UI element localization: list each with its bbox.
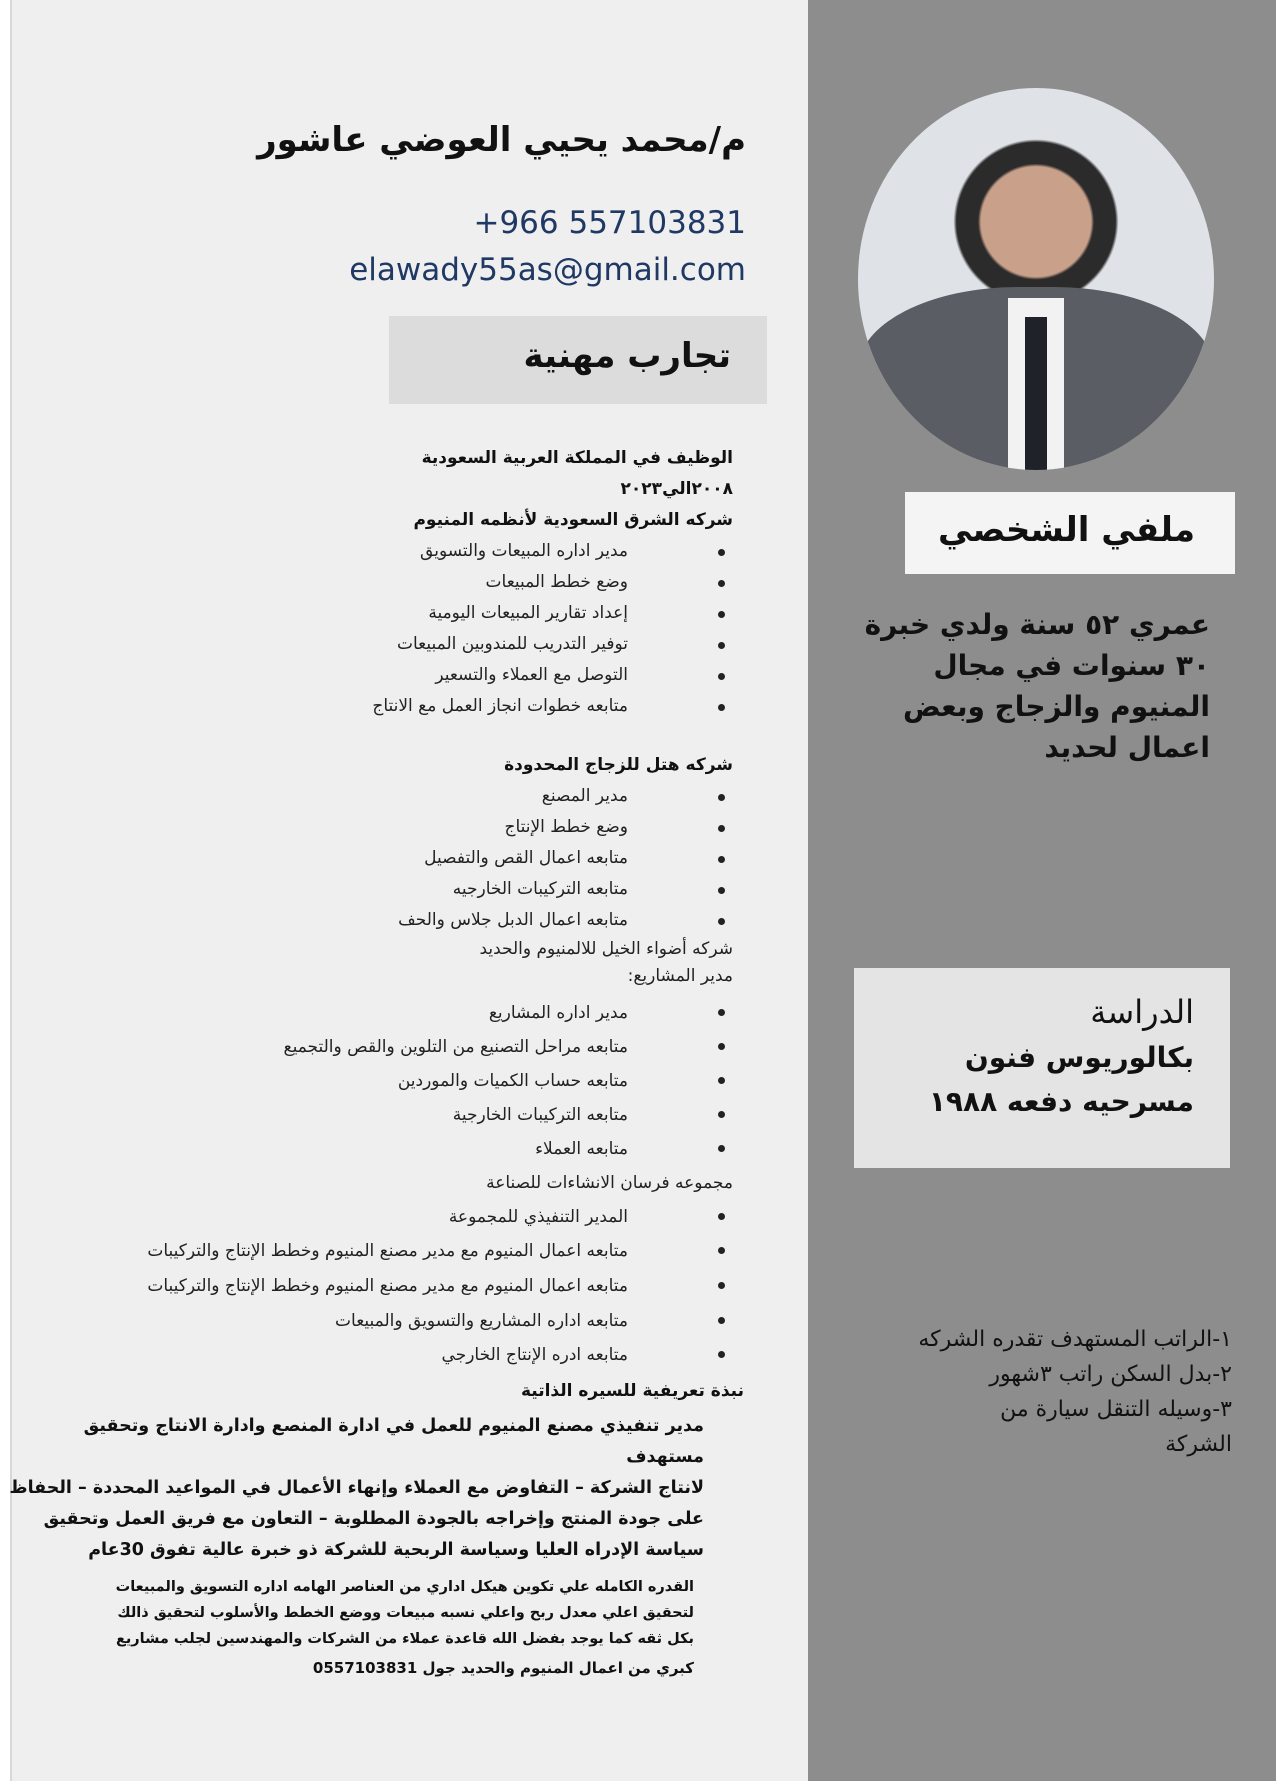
list-item: المدير التنفيذي للمجموعة	[8, 1200, 628, 1234]
bio-line: على جودة المنتج وإخراجه بالجودة المطلوبة – التعاون مع فريق العمل وتحقيق	[43, 1509, 704, 1529]
list-item: متابعه خطوات انجاز العمل مع الانتاج	[8, 691, 628, 722]
education-content	[929, 988, 1194, 1124]
list-item: متابعه اعمال المنيوم مع مدير مصنع المنيوم وخطط الإنتاج والتركيبات	[8, 1269, 628, 1304]
list-item: وضع خطط الإنتاج	[8, 812, 628, 843]
list-item: مدير اداره المشاريع	[8, 996, 628, 1030]
profile-line: ٣٠ سنوات في مجال	[933, 649, 1210, 682]
experience-section	[8, 443, 733, 1372]
profile-line: اعمال لحديد	[1044, 731, 1210, 764]
education-degree: بكالوريوس فنون	[964, 1041, 1194, 1074]
list-item: متابعه اعمال المنيوم مع مدير مصنع المنيوم وخطط الإنتاج والتركيبات	[8, 1234, 628, 1269]
list-item: إعداد تقارير المبيعات اليومية	[8, 598, 628, 629]
bio-line: القدره الكامله علي تكوين هيكل اداري من العناصر الهامه اداره التسويق والمبيعات	[115, 1579, 694, 1595]
profile-line: عمري ٥٢ سنة ولدي خبرة	[864, 608, 1210, 641]
bio-line: بكل ثقه كما يوجد بفضل الله قاعدة عملاء من الشركات والمهندسين لجلب مشاريع	[115, 1631, 694, 1647]
education-box	[854, 968, 1230, 1168]
expectation-item: الشركة	[1165, 1432, 1232, 1457]
list-item: متابعه حساب الكميات والموردين	[8, 1064, 628, 1098]
jobs-intro-title: الوظيف في المملكة العربية السعودية	[421, 448, 733, 468]
list-item: مدير اداره المبيعات والتسويق	[8, 536, 628, 567]
experience-and-bio-column	[8, 443, 744, 1684]
company-role: مدير المشاريع:	[627, 966, 733, 986]
phone-number: +966 557103831	[473, 205, 746, 241]
list-item: وضع خطط المبيعات	[8, 567, 628, 598]
expectations-list	[918, 1322, 1232, 1462]
list-item: متابعه اعمال القص والتفصيل	[8, 843, 628, 874]
bio-title: نبذة تعريفية للسيره الذاتية	[520, 1381, 744, 1401]
list-item: متابعه العملاء	[8, 1132, 628, 1166]
profile-title: ملفي الشخصي	[937, 510, 1195, 550]
company-name: شركه أضواء الخيل للالمنيوم والحديد	[479, 939, 733, 959]
bio-paragraph	[8, 1411, 704, 1566]
education-year: مسرحيه دفعه ١٩٨٨	[928, 1085, 1194, 1118]
profile-summary	[865, 604, 1210, 768]
list-item: التوصل مع العملاء والتسعير	[8, 660, 628, 691]
list-item: متابعه مراحل التصنيع من التلوين والقص والتجميع	[8, 1030, 628, 1064]
jobs-period: ٢٠٠٨الي٢٠٢٣	[620, 479, 733, 499]
expectation-item: ٢-بدل السكن راتب ٣شهور	[989, 1362, 1232, 1387]
bio-line: مدير تنفيذي مصنع المنيوم للعمل في ادارة المنصع وادارة الانتاج وتحقيق مستهدف	[83, 1416, 704, 1467]
list-item: توفير التدريب للمندوبين المبيعات	[8, 629, 628, 660]
profile-heading-box	[905, 492, 1235, 574]
list-item: مدير المصنع	[8, 781, 628, 812]
company-name: شركه هتل للزجاج المحدودة	[504, 755, 733, 775]
list-item: متابعه ادره الإنتاج الخارجي	[8, 1338, 628, 1372]
email-address: elawady55as@gmail.com	[349, 252, 746, 288]
bio-line: لتحقيق اعلي معدل ربح واعلي نسبه مبيعات ووضع الخطط والأسلوب لتحقيق ذالك	[117, 1605, 694, 1621]
expectation-item: ١-الراتب المستهدف تقدره الشركه	[918, 1327, 1232, 1352]
profile-line: المنيوم والزجاج وبعض	[902, 690, 1210, 723]
expectation-item: ٣-وسيله التنقل سيارة من	[1000, 1397, 1232, 1422]
list-item: متابعه التركيبات الخارجيه	[8, 874, 628, 905]
list-item: متابعه التركيبات الخارجية	[8, 1098, 628, 1132]
list-item: متابعه اعمال الدبل جلاس والحف	[8, 905, 628, 936]
profile-photo	[858, 88, 1214, 470]
full-name: م/محمد يحيي العوضي عاشور	[257, 120, 746, 160]
list-item: متابعه اداره المشاريع والتسويق والمبيعات	[8, 1304, 628, 1338]
company-name: مجموعه فرسان الانشاءات للصناعة	[486, 1173, 733, 1193]
experience-title: تجارب مهنية	[523, 336, 731, 376]
bio-line: كبري من اعمال المنيوم والحديد جول 0557103831	[312, 1659, 694, 1677]
bio-line: لانتاج الشركة – التفاوض مع العملاء وإنهاء الأعمال في المواعيد المحددة – الحفاظ	[9, 1478, 704, 1498]
education-title: الدراسة	[1090, 993, 1194, 1031]
bio-line: سياسة الإدراه العليا وسياسة الربحية للشركة ذو خبرة عالية تفوق 30عام	[88, 1540, 704, 1560]
bio-paragraph-2	[48, 1574, 694, 1684]
company-name: شركه الشرق السعودية لأنظمه المنيوم	[413, 510, 733, 530]
experience-heading-box	[389, 316, 767, 404]
